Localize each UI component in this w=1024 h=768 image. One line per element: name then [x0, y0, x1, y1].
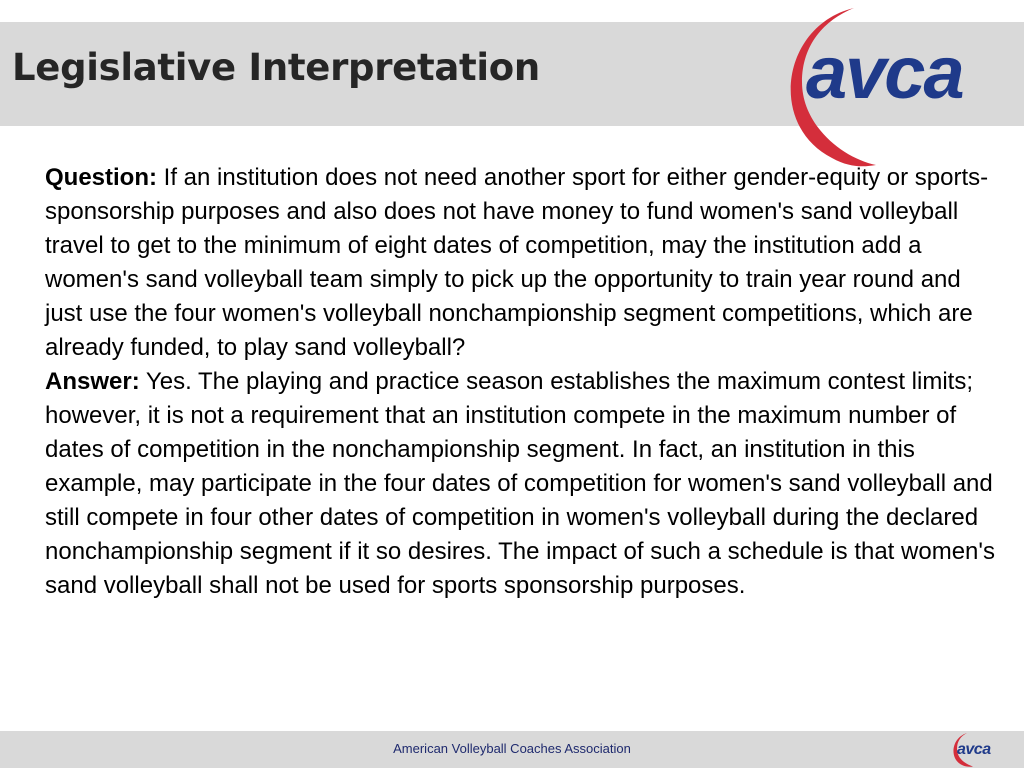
slide-title: Legislative Interpretation: [12, 46, 540, 89]
question-text: If an institution does not need another sport for either gender-equity or sports-sponsorship purposes and also does not have money to fund women's sand volleyball travel to get to the minimum of eight dates of competition, may the institution add a women's sand volleyball team simply to pick up the opportunity to train year round and just use the four women's volleyball nonchampionship segment competitions, which are already funded, to play sand volleyball?: [45, 164, 989, 361]
logo-text: avca: [806, 31, 963, 114]
answer-label: Answer:: [45, 368, 140, 395]
footer-organization: American Volleyball Coaches Association: [393, 741, 631, 756]
footer-logo-text: avca: [957, 741, 991, 758]
answer-text: Yes. The playing and practice season establishes the maximum contest limits; however, it is not a requirement that an institution compete in the maximum number of dates of competition in the nonchampionship segment. In fact, an institution in this example, may participate in the four dates of competition for women's sand volleyball and still compete in four other dates of competition in women's volleyball during the declared nonchampionship segment if it so desires. The impact of such a schedule is that women's sand volleyball shall not be used for sports sponsorship purposes.: [45, 368, 995, 599]
question-paragraph: [45, 161, 1003, 365]
body-text: [45, 161, 1003, 603]
answer-paragraph: [45, 365, 1003, 603]
question-label: Question:: [45, 164, 157, 191]
footer-avca-logo: [950, 731, 1010, 768]
avca-logo: [772, 0, 1024, 170]
